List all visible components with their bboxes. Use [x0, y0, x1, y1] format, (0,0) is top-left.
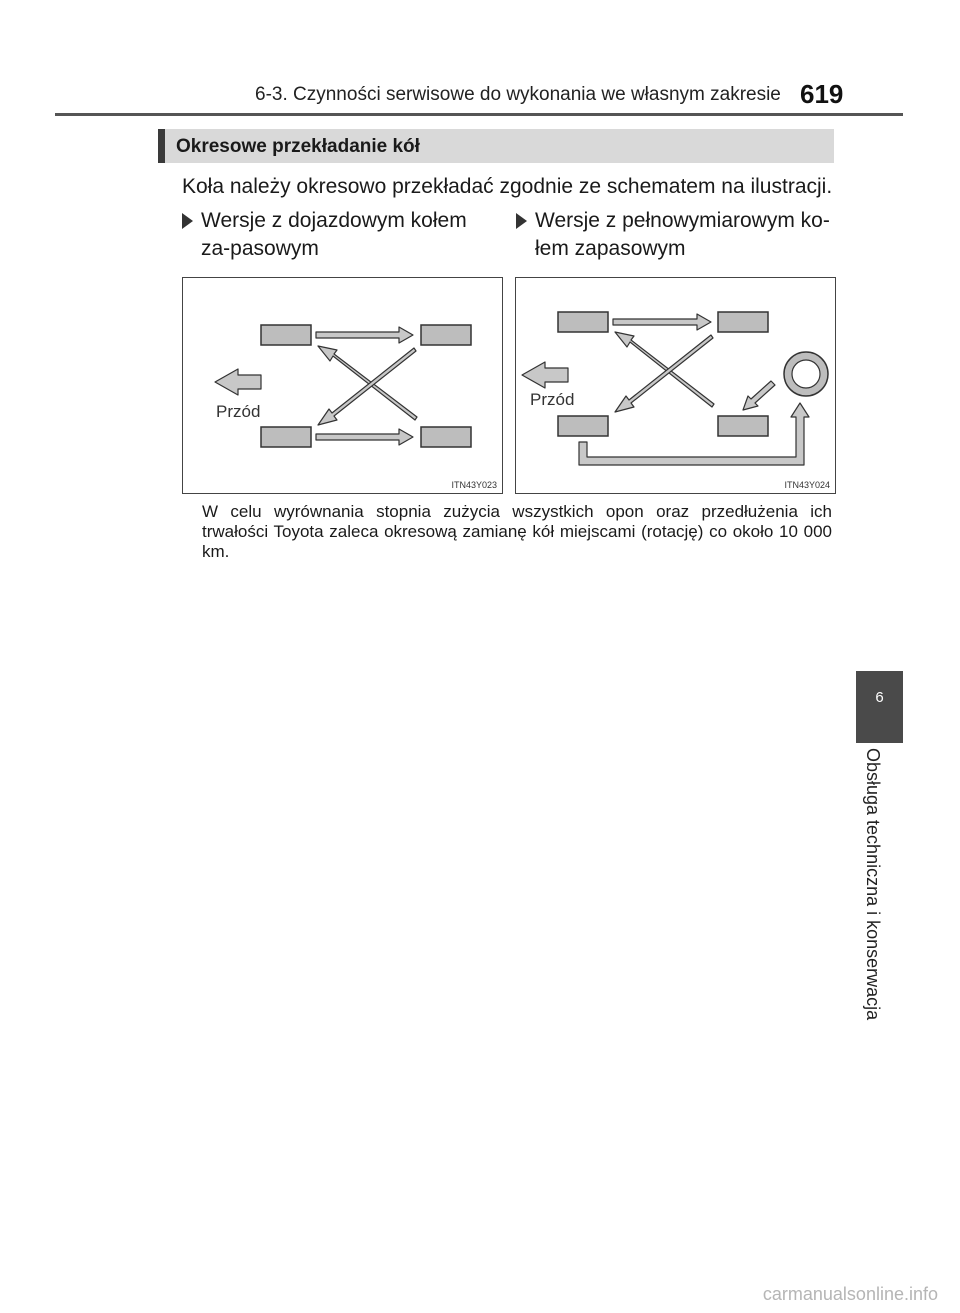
- wheel-rear-right: [718, 416, 768, 436]
- figure-id: ITN43Y024: [784, 480, 830, 490]
- spare-wheel-hub: [792, 360, 820, 388]
- variant-compact-spare: [182, 207, 497, 263]
- chapter-tab: [856, 671, 903, 743]
- page-number: 619: [800, 79, 844, 109]
- variant-label: Wersje z pełnowymiarowym ko-łem zapasowym: [535, 209, 830, 260]
- intro-text: Koła należy okresowo przekładać zgodnie ze schematem na ilustracji.: [182, 175, 833, 198]
- front-direction-arrow: [522, 362, 568, 388]
- bullet-triangle-icon: [182, 213, 193, 229]
- chapter-number: 6: [875, 689, 884, 706]
- wheel-rear-right: [421, 427, 471, 447]
- running-header-section: 6-3. Czynności serwisowe do wykonania we własnym zakresie: [255, 84, 781, 105]
- wheel-rear-left: [558, 416, 608, 436]
- chapter-title-vertical: [862, 748, 886, 1048]
- front-label: Przód: [216, 402, 261, 421]
- arrow-front-to-right: [613, 314, 711, 330]
- variant-label: Wersje z dojazdowym kołem za-pasowym: [201, 209, 467, 260]
- wheel-front-right: [421, 325, 471, 345]
- bullet-triangle-icon: [516, 213, 527, 229]
- chapter-title: Obsługa techniczna i konserwacja: [863, 748, 883, 1021]
- arrow-diagonal-to-rear-left: [318, 348, 416, 425]
- wheel-front-right: [718, 312, 768, 332]
- rotation-diagram: [516, 278, 835, 493]
- arrow-front-to-right: [316, 327, 413, 343]
- wheel-front-left: [261, 325, 311, 345]
- section-heading: [158, 129, 834, 163]
- arrow-rear-to-right: [316, 429, 413, 445]
- section-heading-bar: [158, 129, 165, 163]
- watermark: carmanualsonline.info: [762, 1284, 938, 1304]
- maintenance-note: W celu wyrównania stopnia zużycia wszystkich opon oraz przedłużenia ich trwałości Toyota zaleca okresową zamianę kół miejscami (rotację) co około 10 000 km.: [202, 502, 832, 561]
- header-rule: [55, 113, 903, 116]
- figure-id: ITN43Y023: [451, 480, 497, 490]
- rotation-figure-compact-spare: [182, 277, 503, 494]
- front-direction-arrow: [215, 369, 261, 395]
- front-label: Przód: [530, 390, 575, 409]
- arrow-rear-left-to-spare: [579, 403, 809, 465]
- variant-full-spare: [516, 207, 834, 263]
- wheel-front-left: [558, 312, 608, 332]
- rotation-diagram: [183, 278, 502, 493]
- wheel-rear-left: [261, 427, 311, 447]
- arrow-diagonal-to-rear-left: [615, 335, 713, 412]
- rotation-figure-full-spare: [515, 277, 836, 494]
- section-title: Okresowe przekładanie kół: [176, 136, 420, 157]
- arrow-diagonal-to-front-left: [615, 332, 714, 407]
- arrow-spare-to-rear-right: [743, 381, 775, 410]
